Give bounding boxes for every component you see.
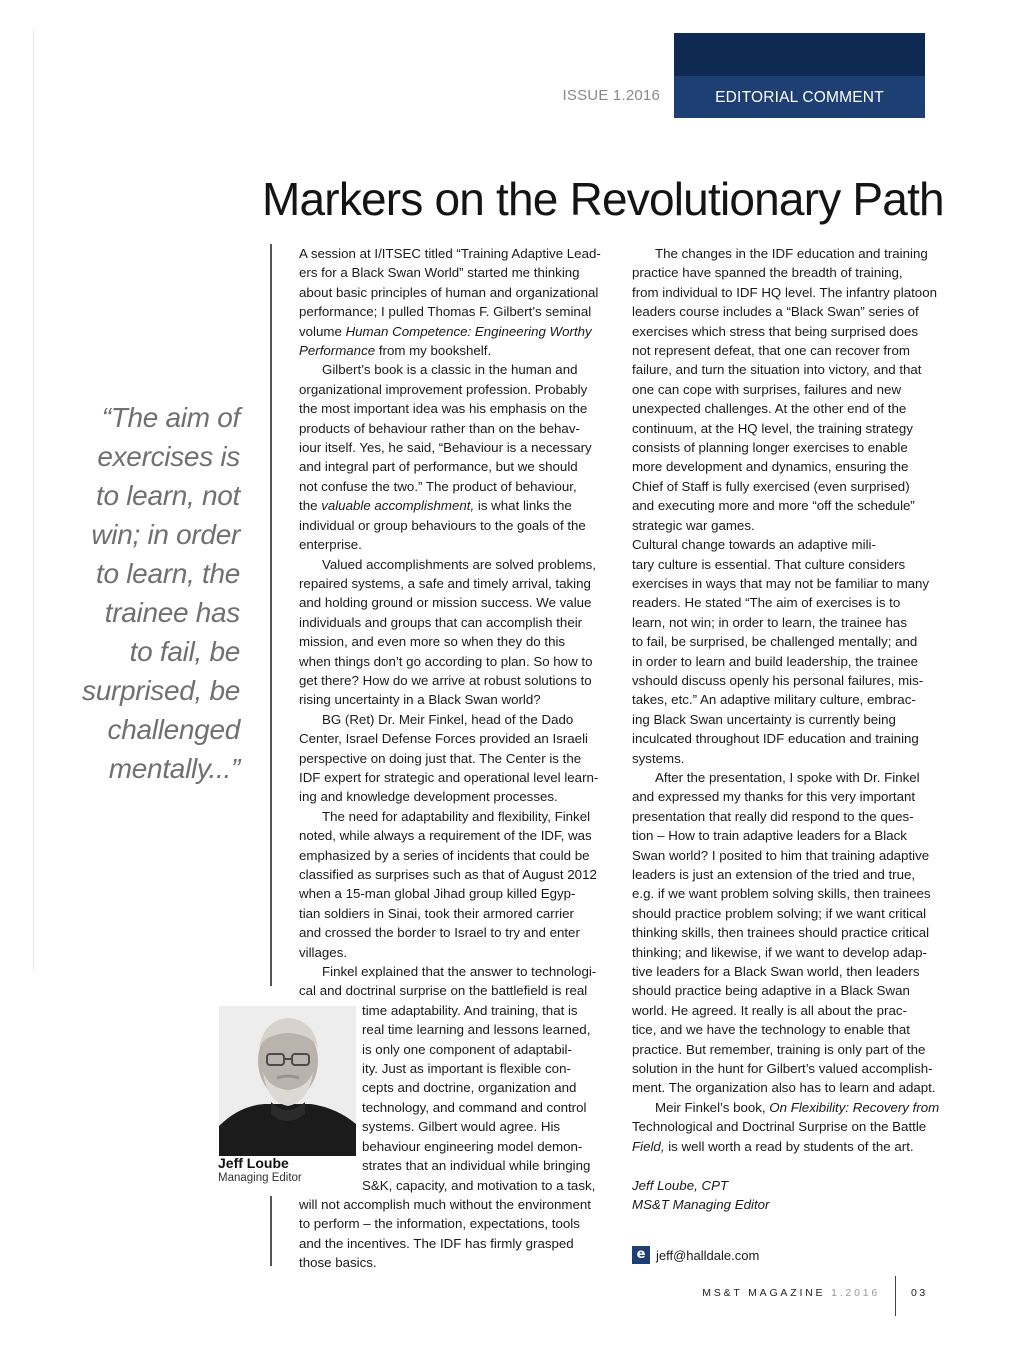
text-line: After the presentation, I spoke with Dr. Finkel [655,769,920,785]
text-line: consists of planning longer exercises to enable [632,440,908,456]
text-line: readers. He stated “The aim of exercises is to [632,595,901,611]
author-photo [219,1006,356,1156]
text-line: and crossed the border to Israel to try and enter [299,925,580,941]
text-line: Technological and Doctrinal Surprise on the Battle [632,1119,927,1135]
text-line: will not accomplish much without the environment [299,1196,591,1212]
contact-email[interactable] [632,1246,759,1264]
text-line: and integral part of performance, but we should [299,459,578,475]
text-line: perspective on doing just that. The Center is the [299,750,582,766]
emphasis: Performance [299,343,376,359]
text-line: vshould discuss openly his personal failures, mis- [632,672,924,688]
email-icon: e [632,1246,650,1264]
emphasis: valuable accomplishment, [321,498,475,514]
text-line: MS&T Managing Editor [632,1196,770,1212]
author-role: Managing Editor [218,1172,302,1184]
text-line: tian soldiers in Sinai, took their armored carrier [299,905,574,921]
text-line: those basics. [299,1255,377,1271]
text-line: the most important idea was his emphasis on the [299,401,588,417]
emphasis: Field, [632,1138,665,1154]
page-number: 03 [911,1287,928,1299]
pull-quote-line: surprised, be [82,675,240,706]
text-line: should practice being adaptive in a Black Swan [632,983,910,999]
text-line: continuum, at the HQ level, the training strategy [632,420,913,436]
text-line: in order to learn and build leadership, the trainee [632,653,919,669]
text-line: ing Black Swan uncertainty is currently being [632,711,896,727]
text-line: world. He agreed. It really is all about the prac- [632,1002,907,1018]
pull-quote-line: “The aim of [101,402,240,433]
text-line: thinking; and likewise, if we want to develop adap- [632,944,927,960]
text-line: Swan world? I posited to him that training adaptive [632,847,930,863]
text-line: about basic principles of human and organizational [299,284,599,300]
text-line: when a 15-man global Jihad group killed Egyp- [299,886,576,902]
text-line: mission, and even more so when they do this [299,634,566,650]
text-line: systems. [632,750,685,766]
text-line: exercises which stress that being surprised does [632,323,919,339]
text-line: Cultural change towards an adaptive mili- [632,537,876,553]
text-line: Field, is well worth a read by students of the art. [632,1138,914,1154]
pull-quote-line: challenged [107,714,240,745]
text-line: IDF expert for strategic and operational level learn- [299,769,599,785]
text-line: classified as surprises such as that of August 2012 [299,867,597,882]
text-line: Chief of Staff is fully exercised (even surprised) [632,478,910,494]
pull-quote-line: exercises is [97,441,240,472]
text-line: tice, and we have the technology to enable that [632,1022,910,1038]
text-line: one can cope with surprises, failures and new [632,381,902,397]
text-line: practice. But remember, training is only part of the [632,1041,926,1057]
text-line: practice have spanned the breadth of training, [632,265,903,281]
pull-quote-line: mentally...” [108,753,240,784]
text-line: takes, etc.” An adaptive military culture, embrac- [632,692,916,708]
text-line: presentation that really did respond to the ques- [632,808,914,824]
issue-label: ISSUE 1.2016 [562,87,660,104]
pull-quote [60,398,240,788]
text-line: learn, not win; in order to learn, the trainee has [632,614,907,630]
section-banner-top [674,33,925,76]
article-column-2 [632,244,942,1214]
page-trim-line [33,30,34,970]
text-line: villages. [299,944,348,960]
text-line: real time learning and lessons learned, [362,1022,591,1038]
text-line: iour itself. Yes, he said, “Behaviour is a necessary [299,440,592,456]
text-line [632,1156,942,1175]
text-line: Performance from my bookshelf. [299,343,492,359]
text-line: leaders course includes a “Black Swan” series of [632,304,919,320]
author-portrait-image [219,1006,356,1156]
text-line: thinking skills, then trainees should practice critical [632,925,930,941]
text-line: individuals and groups that can accomplish their [299,614,583,630]
text-line: organizational improvement profession. Probably [299,381,588,397]
text-line: strates that an individual while bringing [362,1158,591,1174]
text-line: BG (Ret) Dr. Meir Finkel, head of the Dado [322,711,574,727]
section-banner [674,33,925,118]
text-line: behaviour engineering model demon- [362,1138,583,1154]
text-line: S&K, capacity, and motivation to a task, [362,1177,596,1193]
article-headline: Markers on the Revolutionary Path [262,173,944,225]
text-line: systems. Gilbert would agree. His [362,1119,561,1135]
pull-quote-line: win; in order [91,519,240,550]
text-line: time adaptability. And training, that is [362,1002,578,1018]
column-rule-top [270,244,272,986]
text-line: the valuable accomplishment, is what links the [299,498,572,514]
text-line: A session at I/ITSEC titled “Training Adaptive Lead- [299,246,601,261]
text-line: solution in the hunt for Gilbert’s valued accomplish- [632,1061,933,1077]
section-label: EDITORIAL COMMENT [715,89,884,106]
text-line: products of behaviour rather than on the behav- [299,420,580,436]
text-line: ing and knowledge development processes. [299,789,558,805]
text-line: e.g. if we want problem solving skills, then trainees [632,886,931,902]
text-line: The need for adaptability and flexibility, Finkel [322,808,591,824]
text-line: ity. Just as important is flexible con- [362,1061,571,1077]
page-footer [560,1287,880,1299]
text-line: inculcated throughout IDF education and training [632,731,919,747]
text-line: individual or group behaviours to the goals of the [299,517,586,533]
footer-magazine: MS&T MAGAZINE [702,1287,826,1299]
footer-issue: 1.2016 [831,1287,880,1299]
text-line: tion – How to train adaptive leaders for a Black [632,828,907,844]
text-line: technology, and command and control [362,1099,587,1115]
text-line: Center, Israel Defense Forces provided an Israeli [299,731,588,747]
text-line: emphasized by a series of incidents that could be [299,847,590,863]
footer-divider [895,1276,896,1316]
text-line: ment. The organization also has to learn and adapt. [632,1080,936,1096]
text-line: more development and dynamics, ensuring the [632,459,909,475]
text-line: and expressed my thanks for this very important [632,789,916,805]
text-line: ers for a Black Swan World” started me thinking [299,265,580,281]
text-line: leaders is just an extension of the tried and true, [632,867,916,882]
text-line: get there? How do we arrive at robust solutions to [299,672,592,688]
text-line: cal and doctrinal surprise on the battlefield is real [299,983,588,999]
text-line: tary culture is essential. That culture considers [632,556,906,572]
emphasis: On Flexibility: Recovery from [769,1099,940,1115]
text-line: Valued accomplishments are solved problems, [322,556,596,572]
text-line: Jeff Loube, CPT [632,1177,729,1193]
text-line: tive leaders for a Black Swan world, then leaders [632,964,920,980]
text-line: failure, and turn the situation into victory, and that [632,362,922,378]
text-line: to fail, be surprised, be challenged mentally; and [632,634,918,650]
text-line: unexpected challenges. At the other end of the [632,401,907,417]
text-line: not represent defeat, that one can recover from [632,343,910,359]
text-line: performance; I pulled Thomas F. Gilbert’s seminal [299,304,592,320]
pull-quote-line: to learn, the [96,558,240,589]
text-line: is only one component of adaptabil- [362,1041,572,1057]
text-line: should practice problem solving; if we want critical [632,905,927,921]
emphasis: Human Competence: Engineering Worthy [345,323,592,339]
text-line: and the incentives. The IDF has firmly grasped [299,1235,574,1251]
text-line: repaired systems, a safe and timely arrival, taking [299,575,591,591]
text-line: from individual to IDF HQ level. The infantry platoon [632,284,937,300]
text-line: and executing more and more “off the schedule” [632,498,915,514]
pull-quote-line: to learn, not [96,480,240,511]
text-line: Finkel explained that the answer to technologi- [322,964,597,980]
author-name: Jeff Loube [218,1155,289,1171]
text-line: strategic war games. [632,517,755,533]
text-line: The changes in the IDF education and training [655,246,928,261]
text-line: enterprise. [299,537,362,553]
text-line: not confuse the two.” The product of behaviour, [299,478,577,494]
pull-quote-line: to fail, be [129,636,240,667]
text-line: noted, while always a requirement of the IDF, was [299,828,592,844]
column-rule-bottom [270,1196,272,1266]
text-line: Meir Finkel’s book, On Flexibility: Recovery from [655,1099,940,1115]
text-line: exercises in ways that may not be familiar to many [632,575,930,591]
text-line: cepts and doctrine, organization and [362,1080,577,1096]
text-line: and holding ground or mission success. We value [299,595,592,611]
email-address[interactable]: jeff@halldale.com [656,1247,760,1263]
text-line: volume Human Competence: Engineering Worthy [299,323,592,339]
text-line: when things don’t go according to plan. So how to [299,653,593,669]
text-line: rising uncertainty in a Black Swan world? [299,692,541,708]
pull-quote-line: trainee has [104,597,240,628]
text-line: to perform – the information, expectations, tools [299,1216,580,1232]
text-line: Gilbert’s book is a classic in the human and [322,362,578,378]
